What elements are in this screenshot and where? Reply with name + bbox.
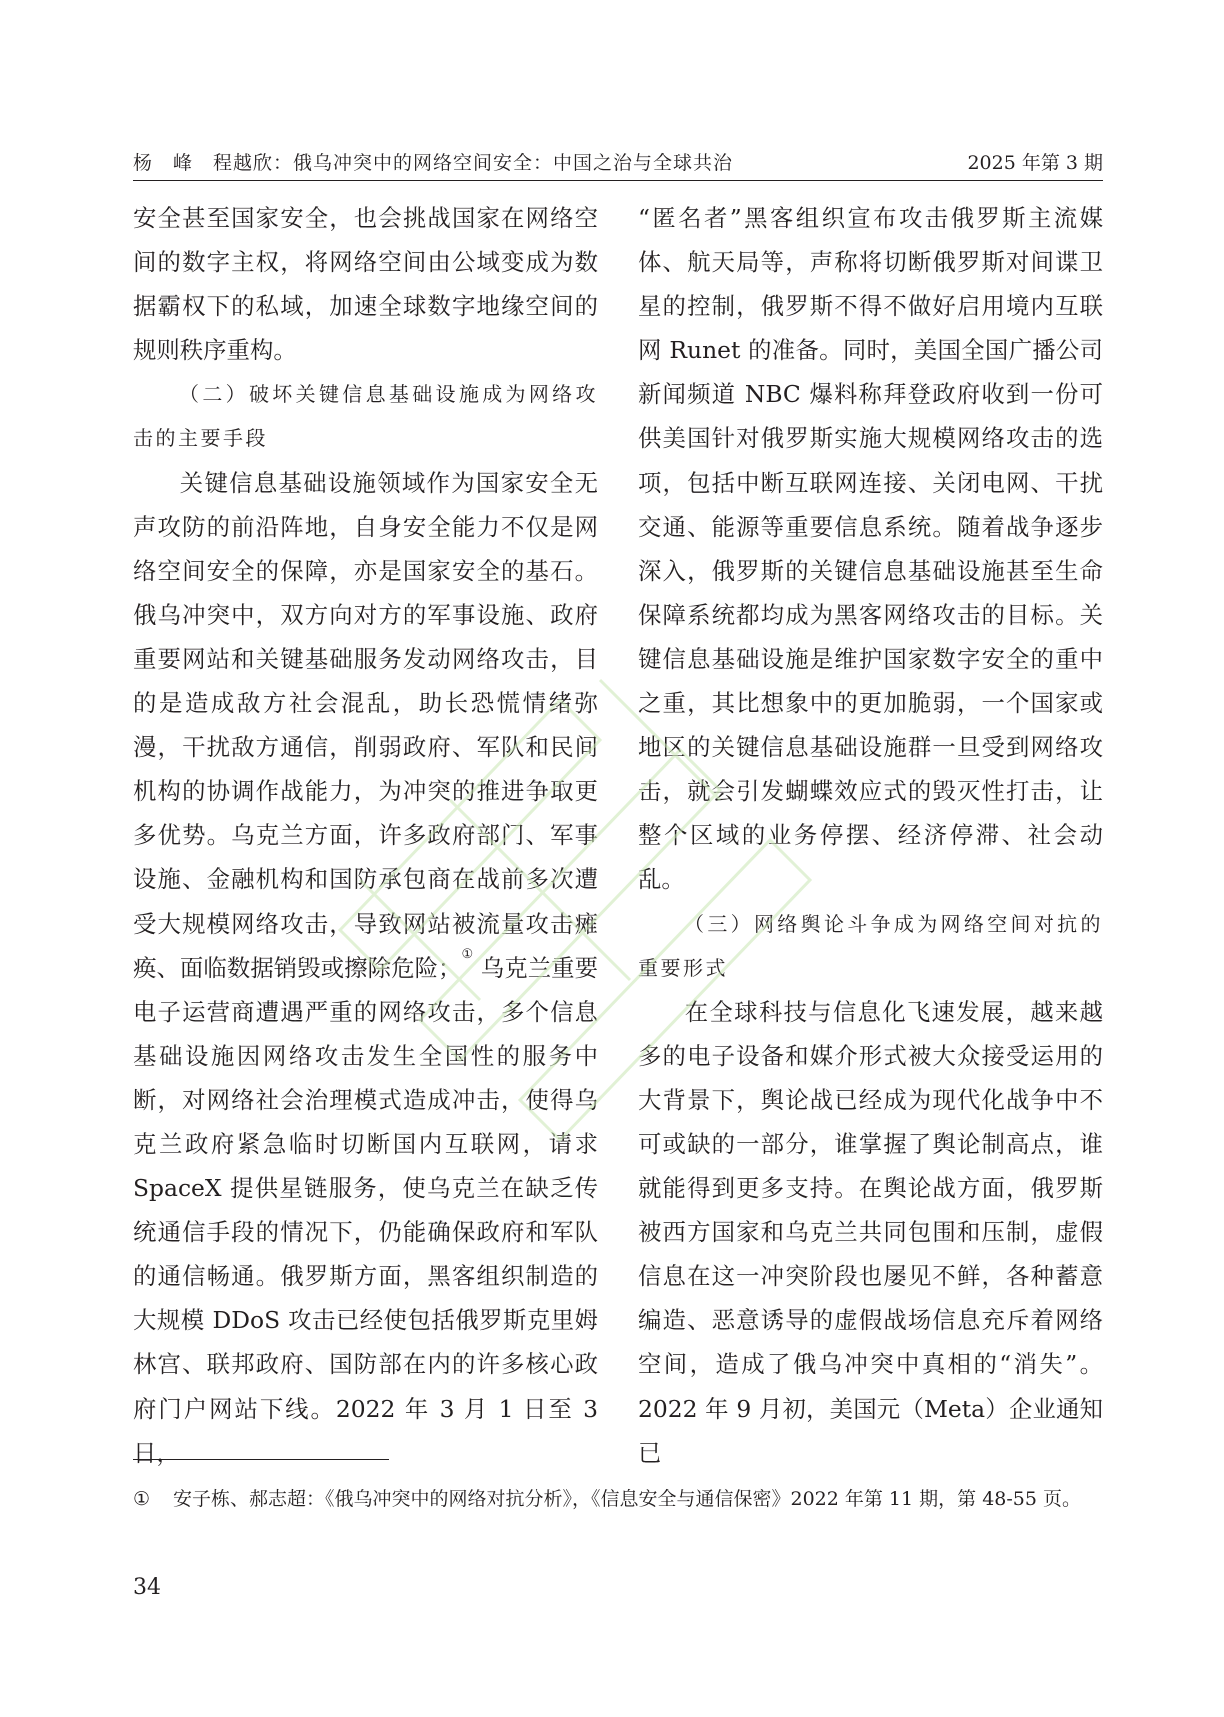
footnote-rule	[133, 1459, 389, 1460]
paragraph	[133, 461, 598, 1475]
header-authors-title: 杨 峰 程越欣：俄乌冲突中的网络空间安全：中国之治与全球共治	[133, 152, 734, 174]
left-column	[133, 196, 598, 1475]
paragraph-text: 关键信息基础设施领域作为国家安全无声攻防的前沿阵地，自身安全能力不仅是网络空间安全的保障，亦是国家安全的基石。俄乌冲突中，双方向对方的军事设施、政府重要网站和关键基础服务发动网络攻击，目的是造成敌方社会混乱，助长恐慌情绪弥漫，干扰敌方通信，削弱政府、军队和民间机构的协调作战能力，为冲突的推进争取更多优势。乌克兰方面，许多政府部门、军事设施、金融机构和国防承包商在战前多次遭受大规模网络攻击，导致网站被流量攻击瘫痪、面临数据销毁或擦除危险；	[133, 468, 598, 982]
running-header	[133, 148, 1103, 178]
right-column	[638, 196, 1103, 1475]
section-subheading: （三）网络舆论斗争成为网络空间对抗的重要形式	[638, 911, 1103, 980]
header-rule	[133, 180, 1103, 181]
footnote-reference[interactable]: ①	[461, 946, 474, 962]
footnote-mark: ①	[133, 1488, 151, 1510]
paragraph: 在全球科技与信息化飞速发展，越来越多的电子设备和媒介形式被大众接受运用的大背景下，舆论战已经成为现代化战争中不可或缺的一部分，谁掌握了舆论制高点，谁就能得到更多支持。在舆论战方面，俄罗斯被西方国家和乌克兰共同包围和压制，虚假信息在这一冲突阶段也屡见不鲜，各种蓄意编造、恶意诱导的虚假战场信息充斥着网络空间，造成了俄乌冲突中真相的“消失”。2022 年 9 月初，美国元（Meta）企业通知已	[638, 997, 1103, 1467]
paragraph: 安全甚至国家安全，也会挑战国家在网络空间的数字主权，将网络空间由公域变成为数据霸权下的私域，加速全球数字地缘空间的规则秩序重构。	[133, 204, 598, 365]
paragraph-text: 乌克兰重要电子运营商遭遇严重的网络攻击，多个信息基础设施因网络攻击发生全国性的服务中断，对网络社会治理模式造成冲击，使得乌克兰政府紧急临时切断国内互联网，请求 SpaceX 提供星链服务，使乌克兰在缺乏传统通信手段的情况下，仍能确保政府和军队的通信畅通。俄罗斯方面，黑客组织制造的大规模 DDoS 攻击已经使包括俄罗斯克里姆林宫、联邦政府、国防部在内的许多核心政府门户网站下线。2022 年 3 月 1 日至 3 日，	[133, 953, 599, 1467]
paragraph: “匿名者”黑客组织宣布攻击俄罗斯主流媒体、航天局等，声称将切断俄罗斯对间谍卫星的控制，俄罗斯不得不做好启用境内互联网 Runet 的准备。同时，美国全国广播公司新闻频道 NBC 爆料称拜登政府收到一份可供美国针对俄罗斯实施大规模网络攻击的选项，包括中断互联网连接、关闭电网、干扰交通、能源等重要信息系统。随着战争逐步深入，俄罗斯的关键信息基础设施甚至生命保障系统都均成为黑客网络攻击的目标。关键信息基础设施是维护国家数字安全的重中之重，其比想象中的更加脆弱，一个国家或地区的关键信息基础设施群一旦受到网络攻击，就会引发蝴蝶效应式的毁灭性打击，让整个区域的业务停摆、经济停滞、社会动乱。	[638, 204, 1103, 894]
footnote-text: 安子栋、郝志超：《俄乌冲突中的网络对抗分析》，《信息安全与通信保密》2022 年第 11 期，第 48-55 页。	[173, 1488, 1082, 1510]
section-subheading: （二）破坏关键信息基础设施成为网络攻击的主要手段	[133, 382, 598, 451]
page-number: 34	[133, 1575, 161, 1600]
header-issue: 2025 年第 3 期	[967, 152, 1103, 174]
footnote	[133, 1485, 1113, 1513]
